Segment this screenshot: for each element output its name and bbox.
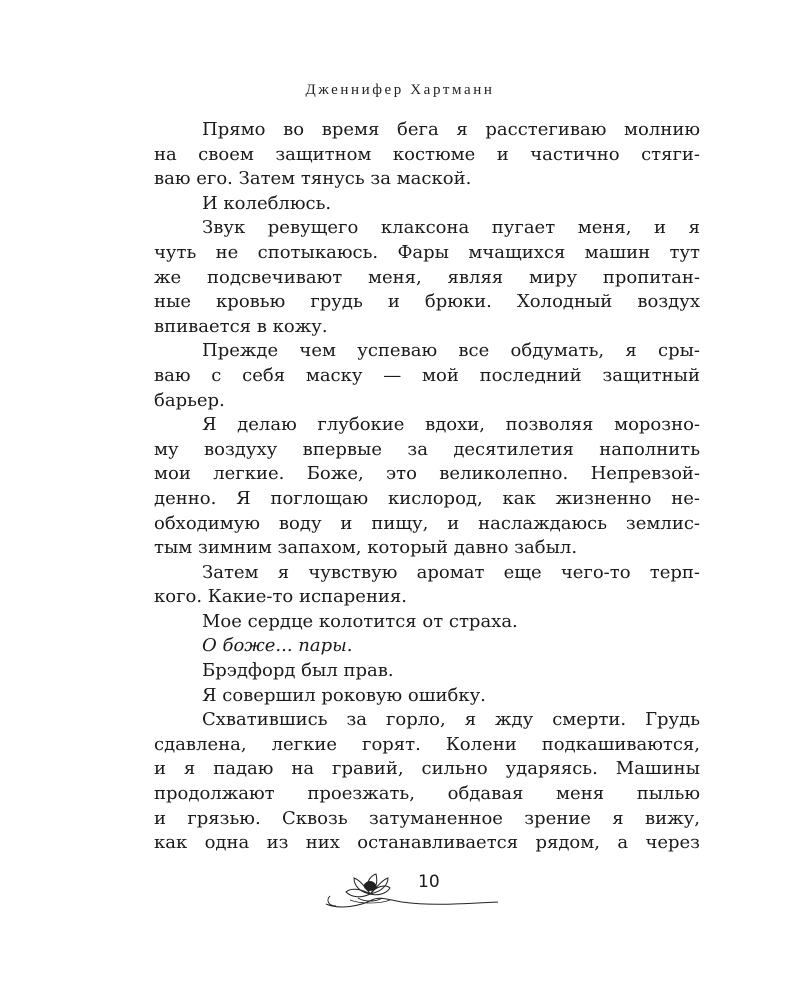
text-line: впивается в кожу. [154,315,328,337]
running-head: Дженнифер Хартманн [305,82,495,98]
text-line: Прежде чем успеваю все обдумать, я сры- [202,340,700,362]
text-line: Звук ревущего клаксона пугает меня, и я [202,217,700,239]
text-line: Схватившись за горло, я жду смерти. Грудь [202,709,700,731]
text-line: барьер. [154,389,225,411]
text-line: ваю с себя маску — мой последний защитный [154,364,700,386]
text-line: ваю его. Затем тянусь за маской. [154,168,472,190]
text-line: на своем защитном костюме и частично стяги- [154,143,700,165]
text-line: Я делаю глубокие вдохи, позволяя морозно- [202,414,700,436]
text-line: Мое сердце колотится от страха. [202,610,518,632]
text-line: обходимую воду и пищу, и наслаждаюсь землис- [154,512,700,534]
text-line: тым зимним запахом, который давно забыл. [154,537,578,559]
text-line: Я совершил роковую ошибку. [202,684,486,706]
text-line: чуть не спотыкаюсь. Фары мчащихся машин тут [154,241,700,263]
text-line: О боже... пары. [202,635,353,657]
text-line: как одна из них останавливается рядом, а через [154,832,700,854]
text-line: Затем я чувствую аромат еще чего-то терп- [202,561,700,583]
text-line: денно. Я поглощаю кислород, как жизненно не- [154,487,700,509]
text-line: же подсвечивают меня, являя миру пропитан- [154,266,700,288]
text-line: ные кровью грудь и брюки. Холодный воздух [154,291,700,313]
text-line: сдавлена, легкие горят. Колени подкашиваются, [154,733,700,755]
text-line: и я падаю на гравий, сильно ударяясь. Машины [154,758,700,780]
body-text [154,118,700,856]
folio [320,866,500,916]
text-line: продолжают проезжать, обдавая меня пылью [154,783,700,805]
text-line: Прямо во время бега я расстегиваю молнию [202,119,700,140]
text-line: Брэдфорд был прав. [202,660,394,682]
page-number: 10 [418,872,440,892]
lotus-flower-icon [320,866,500,916]
text-line: и грязью. Сквозь затуманенное зрение я вижу, [154,807,700,829]
text-line: кого. Какие-то испарения. [154,586,408,608]
text-line: му воздуху впервые за десятилетия наполнить [154,438,700,460]
text-line: мои легкие. Боже, это великолепно. Непревзой- [154,463,700,485]
text-line: И колеблюсь. [202,192,332,214]
